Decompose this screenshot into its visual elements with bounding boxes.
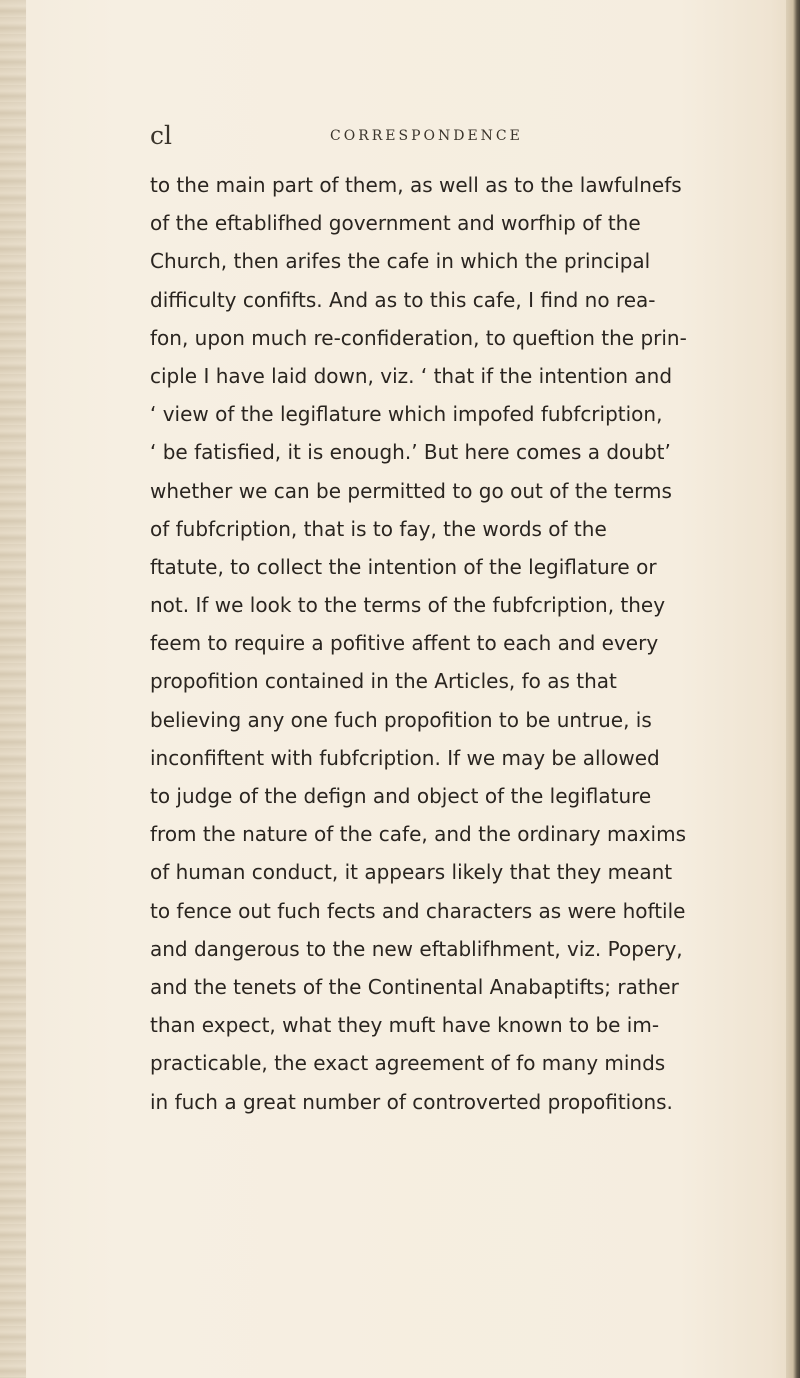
- text-line: from the nature of the cafe, and the ordinary maxims: [150, 822, 687, 847]
- text-line: to judge of the defign and object of the legiflature: [150, 784, 652, 808]
- text-line: to fence out fuch fects and characters as were hoftile: [150, 898, 686, 923]
- text-line: feem to require a pofitive affent to each and every: [150, 631, 659, 656]
- body-text: [150, 166, 760, 1121]
- page-gutter-shadow: [0, 0, 26, 1378]
- text-line: fon, upon much re-confideration, to queftion the prin-: [150, 325, 687, 350]
- text-line: and the tenets of the Continental Anabaptifts; rather: [150, 974, 679, 999]
- text-line: propofition contained in the Articles, fo as that: [150, 669, 617, 694]
- text-line: of human conduct, it appears likely that they meant: [150, 860, 673, 885]
- text-line: difficulty confifts. And as to this cafe, I find no rea-: [150, 287, 656, 312]
- text-line: believing any one fuch propofition to be untrue, is: [150, 707, 652, 732]
- text-line: and dangerous to the new eftablifhment, viz. Popery,: [150, 936, 683, 961]
- text-line: whether we can be permitted to go out of the terms: [150, 478, 672, 503]
- text-line: than expect, what they muft have known to be im-: [150, 1013, 660, 1038]
- text-line: of the eftablifhed government and worfhip of the: [150, 211, 641, 236]
- text-line: Church, then arifes the cafe in which the principal: [150, 249, 651, 274]
- text-line: ciple I have laid down, viz. ‘ that if the intention and: [150, 363, 673, 388]
- page-edge-shadow: [786, 0, 800, 1378]
- text-line: to the main part of them, as well as to the lawfulnefs: [150, 173, 682, 197]
- text-line: of fubfcription, that is to fay, the words of the: [150, 516, 607, 541]
- page-header: [150, 121, 750, 151]
- text-line: ftatute, to collect the intention of the legiflature or: [150, 554, 657, 579]
- text-line: ‘ view of the legiflature which impofed fubfcription,: [150, 402, 663, 427]
- running-head: CORRESPONDENCE: [330, 128, 523, 144]
- text-line: practicable, the exact agreement of fo many minds: [150, 1051, 666, 1076]
- page-number: cl: [150, 121, 172, 150]
- text-line: inconfiftent with fubfcription. If we may be allowed: [150, 745, 660, 770]
- text-line: not. If we look to the terms of the fubfcription, they: [150, 593, 666, 618]
- text-line: in fuch a great number of controverted propofitions.: [150, 1089, 673, 1114]
- text-line: ‘ be fatisfied, it is enough.’ But here comes a doubt’: [150, 440, 671, 465]
